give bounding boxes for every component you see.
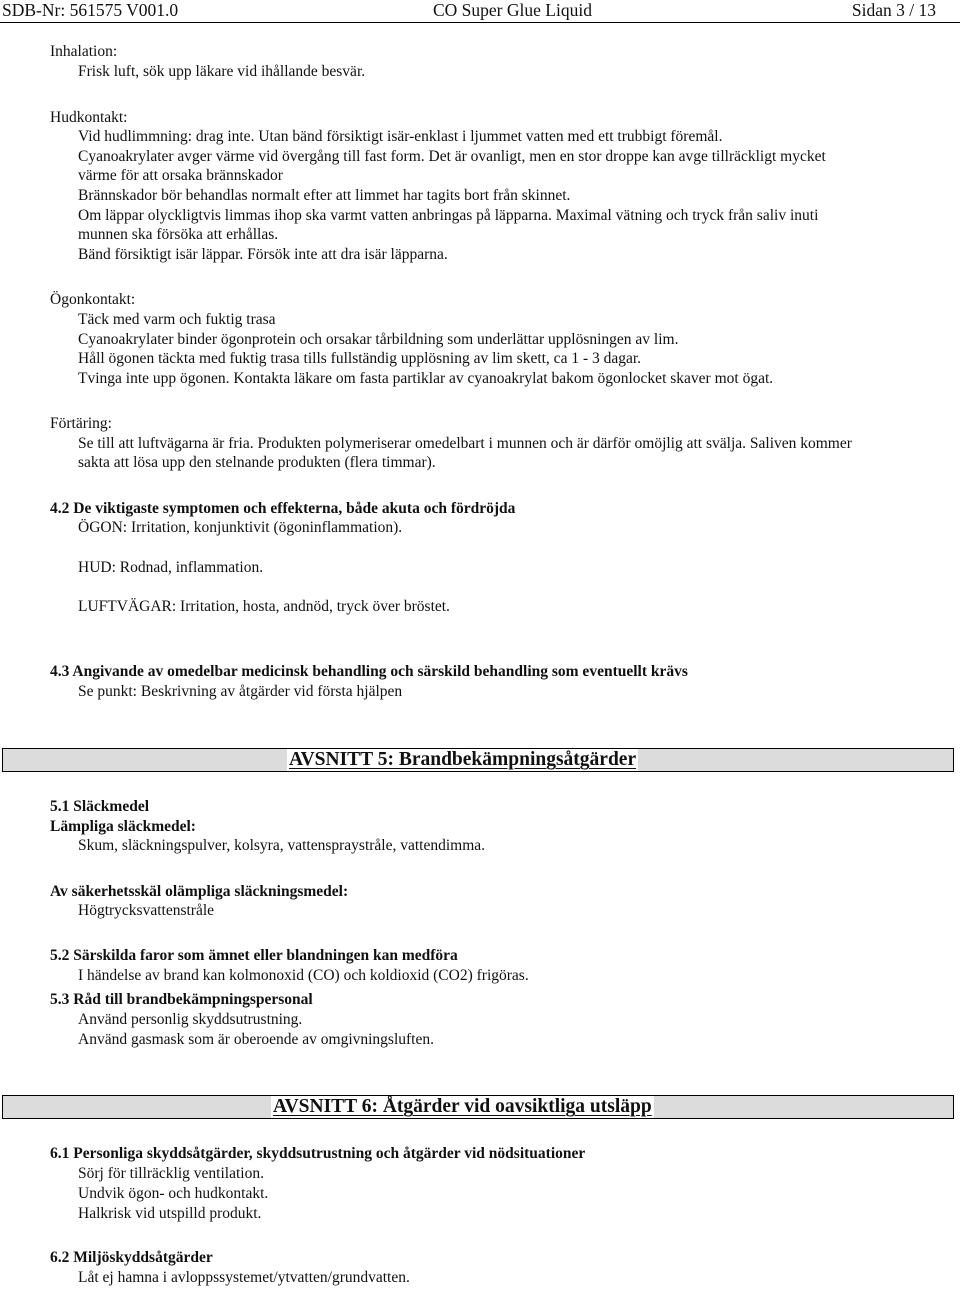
section-6-2-heading: 6.2 Miljöskyddsåtgärder xyxy=(50,1249,213,1266)
section-6-1-heading: 6.1 Personliga skyddsåtgärder, skyddsutrustning och åtgärder vid nödsituationer xyxy=(50,1145,586,1162)
skin-text-7: Bänd försiktigt isär läppar. Försök inte att dra isär läpparna. xyxy=(78,246,448,263)
page-number: Sidan 3 / 13 xyxy=(851,0,936,20)
skin-text-4: Brännskador bör behandlas normalt efter att limmet har tagits bort från skinnet. xyxy=(78,187,571,204)
section-6-2-text: Låt ej hamna i avloppssystemet/ytvatten/grundvatten. xyxy=(78,1269,410,1286)
unsuitable-media-label: Av säkerhetsskäl olämpliga släckningsmedel: xyxy=(50,883,349,900)
inhalation-text: Frisk luft, sök upp läkare vid ihållande besvär. xyxy=(78,63,366,80)
suitable-media-text: Skum, släckningspulver, kolsyra, vattenspraystråle, vattendimma. xyxy=(78,837,486,854)
eye-text-1: Täck med varm och fuktig trasa xyxy=(78,311,276,328)
section-5-3-text-1: Använd personlig skyddsutrustning. xyxy=(78,1011,303,1028)
page-header xyxy=(0,0,960,23)
section-4-3-text: Se punkt: Beskrivning av åtgärder vid första hjälpen xyxy=(78,683,403,700)
section-5-3-heading: 5.3 Råd till brandbekämpningspersonal xyxy=(50,991,313,1008)
eye-label: Ögonkontakt: xyxy=(50,291,136,308)
section-4-3-heading: 4.3 Angivande av omedelbar medicinsk behandling och särskild behandling som eventuellt krävs xyxy=(50,663,688,680)
skin-text-2: Cyanoakrylater avger värme vid övergång till fast form. Det är ovanligt, men en stor droppe kan avge tillräckligt mycket xyxy=(78,148,826,165)
suitable-media-label: Lämpliga släckmedel: xyxy=(50,818,196,835)
skin-text-6: munnen ska försöka att erhållas. xyxy=(78,226,279,243)
section-5-title: AVSNITT 5: Brandbekämpningsåtgärder xyxy=(289,749,637,770)
section-5-2-heading: 5.2 Särskilda faror som ämnet eller blandningen kan medföra xyxy=(50,947,458,964)
section-5-1-heading: 5.1 Släckmedel xyxy=(50,798,150,815)
skin-text-1: Vid hudlimmning: drag inte. Utan bänd försiktigt isär-enklast i ljummet vatten med ett trubbigt föremål. xyxy=(78,128,723,145)
eye-text-2: Cyanoakrylater binder ögonprotein och orsakar tårbildning som underlättar upplösningen av lim. xyxy=(78,331,679,348)
symptoms-skin: HUD: Rodnad, inflammation. xyxy=(78,559,264,576)
skin-text-3: värme för att orsaka brännskador xyxy=(78,167,283,184)
section-5-3-text-2: Använd gasmask som är oberoende av omgivningsluften. xyxy=(78,1031,434,1048)
skin-label: Hudkontakt: xyxy=(50,109,128,126)
skin-text-5: Om läppar olyckligtvis limmas ihop ska varmt vatten anbringas på läpparna. Maximal vätning och tryck från saliv inuti xyxy=(78,207,819,224)
ingestion-text-2: sakta att lösa upp den stelnande produkten (flera timmar). xyxy=(78,454,436,471)
ingestion-label: Förtäring: xyxy=(50,415,112,432)
section-5-2-text: I händelse av brand kan kolmonoxid (CO) och koldioxid (CO2) frigöras. xyxy=(78,967,529,984)
symptoms-airways: LUFTVÄGAR: Irritation, hosta, andnöd, tryck över bröstet. xyxy=(78,598,450,615)
eye-text-3: Håll ögonen täckta med fuktig trasa tills fullständig upplösning av lim skett, ca 1 - 3 dagar. xyxy=(78,350,642,367)
eye-text-4: Tvinga inte upp ögonen. Kontakta läkare om fasta partiklar av cyanoakrylat bakom ögonlocket skaver mot ögat. xyxy=(78,370,774,387)
ingestion-text-1: Se till att luftvägarna är fria. Produkten polymeriserar omedelbart i munnen och är därför omöjlig att svälja. Saliven kommer xyxy=(78,435,852,452)
symptoms-eyes: ÖGON: Irritation, konjunktivit (ögoninflammation). xyxy=(78,519,403,536)
section-6-1-text-1: Sörj för tillräcklig ventilation. xyxy=(78,1165,264,1182)
inhalation-label: Inhalation: xyxy=(50,43,118,60)
section-4-2-heading: 4.2 De viktigaste symptomen och effekterna, både akuta och fördröjda xyxy=(50,500,516,517)
section-6-title: AVSNITT 6: Åtgärder vid oavsiktliga utsläpp xyxy=(273,1096,652,1117)
document-number: SDB-Nr: 561575 V001.0 xyxy=(2,0,179,20)
section-6-1-text-2: Undvik ögon- och hudkontakt. xyxy=(78,1185,269,1202)
unsuitable-media-text: Högtrycksvattenstråle xyxy=(78,902,215,919)
product-name: CO Super Glue Liquid xyxy=(433,0,592,20)
section-6-1-text-3: Halkrisk vid utspilld produkt. xyxy=(78,1205,262,1222)
